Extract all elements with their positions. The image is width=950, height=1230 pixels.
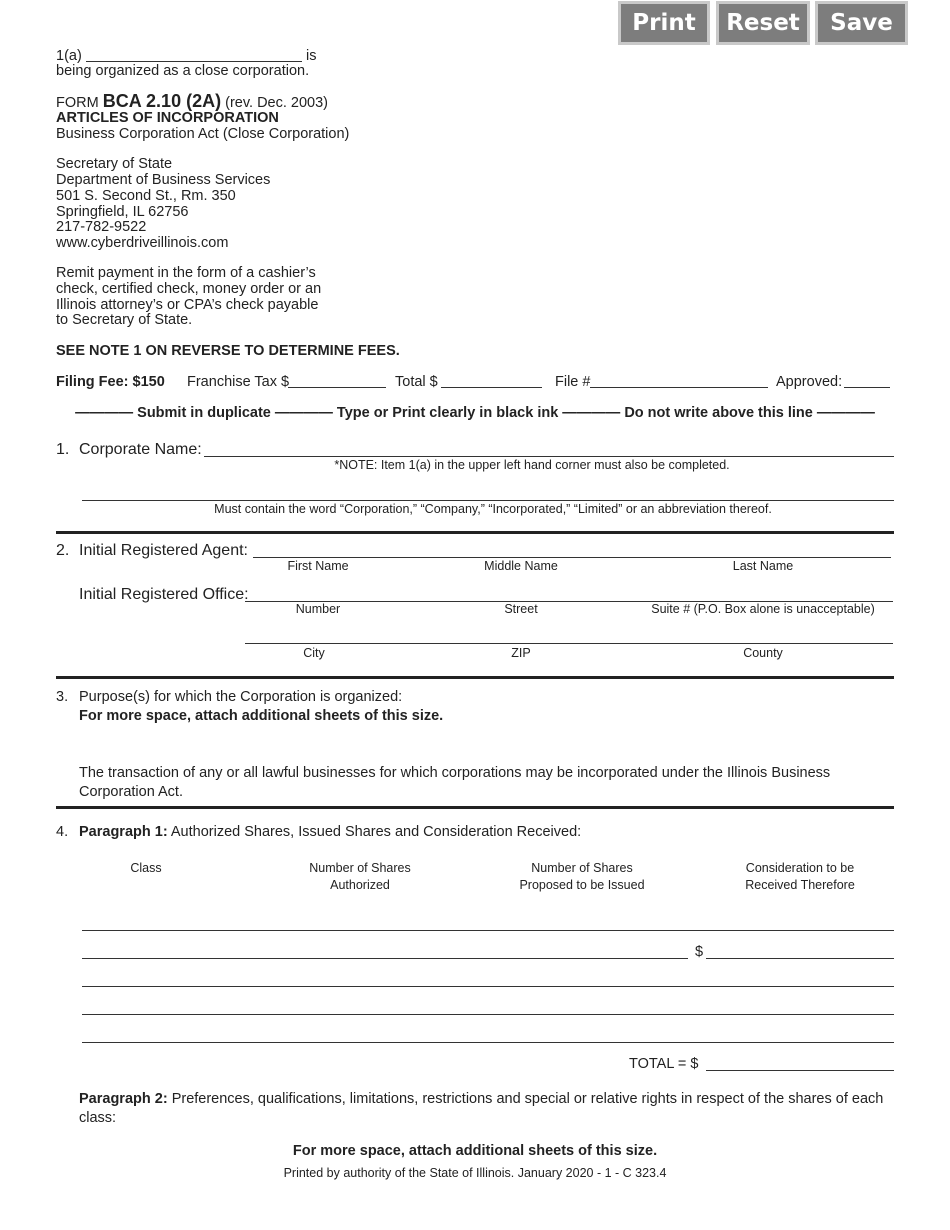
shares-row-4[interactable] [82,1014,894,1015]
zip-caption: ZIP [511,646,531,660]
remit-line-1: Remit payment in the form of a cashier’s [56,265,316,281]
section-divider-1 [56,531,894,534]
suite-caption: Suite # (P.O. Box alone is unacceptable) [651,602,875,616]
corporate-name-requirement: Must contain the word “Corporation,” “Company,” “Incorporated,” “Limited” or an abbreviation thereof. [214,502,772,516]
print-button[interactable]: Print [618,1,710,45]
office-line-4: Springfield, IL 62756 [56,204,189,220]
item-1a-label: 1(a) [56,48,82,64]
col-issued-2: Proposed to be Issued [519,878,645,892]
col-authorized-1: Number of Shares [309,861,411,875]
office-line-6: www.cyberdriveillinois.com [56,235,229,251]
total-fee-label: Total $ [395,374,438,390]
item-1a-input[interactable] [86,61,302,62]
footer-space-note: For more space, attach additional sheets of this size. [292,1143,658,1159]
form-number: BCA 2.10 (2A) [102,91,222,111]
corporate-name-input-line-2[interactable] [82,500,894,501]
section-2-number: 2. [56,542,70,559]
remit-line-4: to Secretary of State. [56,312,193,328]
note-1: SEE NOTE 1 ON REVERSE TO DETERMINE FEES. [56,343,400,359]
office-line-5: 217-782-9522 [56,219,147,235]
paragraph-2-label: Paragraph 2: [79,1091,168,1107]
middle-name-caption: Middle Name [484,559,558,573]
purpose-text: The transaction of any or all lawful businesses for which corporations may be incorporated under the Illinois Business Corporation Act. [79,765,831,800]
section-1-number: 1. [56,441,70,458]
section-divider-3 [56,806,894,809]
registered-office-input-line-2[interactable] [245,643,893,644]
registered-agent-label: Initial Registered Agent: [79,542,248,559]
registered-office-label: Initial Registered Office: [79,586,249,603]
office-line-1: Secretary of State [56,156,173,172]
last-name-caption: Last Name [732,559,794,573]
shares-row-1[interactable] [82,930,894,931]
number-caption: Number [295,602,341,616]
col-consideration-1: Consideration to be [745,861,855,875]
shares-row-2[interactable] [82,958,688,959]
first-name-caption: First Name [287,559,349,573]
form-subtitle: Business Corporation Act (Close Corporation) [56,126,350,142]
county-caption: County [743,646,783,660]
approved-label: Approved: [776,374,843,390]
remit-line-3: Illinois attorney’s or CPA’s check payable [56,297,319,313]
item-1a-is: is [306,48,317,64]
corporate-name-label: Corporate Name: [79,441,202,458]
registered-agent-input[interactable] [253,557,891,558]
franchise-tax-input[interactable] [288,387,386,388]
remit-line-2: check, certified check, money order or an [56,281,322,297]
paragraph-2 [79,1090,895,1128]
col-issued-1: Number of Shares [531,861,633,875]
col-class: Class [130,861,162,875]
purpose-label: Purpose(s) for which the Corporation is organized: [79,689,403,705]
purpose-space-note: For more space, attach additional sheets of this size. [79,708,444,724]
item-1a-tail: being organized as a close corporation. [56,63,310,79]
franchise-tax-label: Franchise Tax $ [187,374,290,390]
col-authorized-2: Authorized [330,878,390,892]
form-prefix: FORM [56,95,99,111]
section-divider-2 [56,676,894,679]
street-caption: Street [504,602,538,616]
submit-banner: ———— Submit in duplicate ———— Type or Print clearly in black ink ———— Do not write above this line ———— [75,405,875,421]
paragraph-1-text: Authorized Shares, Issued Shares and Consideration Received: [170,824,582,840]
file-number-input[interactable] [590,387,768,388]
office-line-3: 501 S. Second St., Rm. 350 [56,188,236,204]
corporate-name-input[interactable] [204,456,894,457]
printed-by: Printed by authority of the State of Illinois. January 2020 - 1 - C 323.4 [283,1166,667,1180]
shares-row-3[interactable] [82,986,894,987]
paragraph-2-text: Preferences, qualifications, limitations, restrictions and special or relative rights in respect of the shares of each class: [79,1091,884,1126]
section-3-number: 3. [56,689,69,705]
total-fee-input[interactable] [441,387,542,388]
total-input[interactable] [706,1070,894,1071]
reset-button[interactable]: Reset [716,1,810,45]
col-consideration-2: Received Therefore [745,878,855,892]
shares-row-5[interactable] [82,1042,894,1043]
consideration-input[interactable] [706,958,894,959]
file-number-label: File # [555,374,591,390]
section-4-number: 4. [56,824,69,840]
approved-input[interactable] [844,387,890,388]
paragraph-1-heading [79,824,581,840]
total-label: TOTAL = $ [629,1056,699,1072]
paragraph-1-label: Paragraph 1: [79,824,168,840]
consideration-dollar: $ [695,944,704,960]
save-button[interactable]: Save [815,1,908,45]
filing-fee: Filing Fee: $150 [56,374,165,390]
office-line-2: Department of Business Services [56,172,271,188]
form-title: ARTICLES OF INCORPORATION [56,110,279,126]
corporate-name-note: *NOTE: Item 1(a) in the upper left hand corner must also be completed. [334,458,730,472]
city-caption: City [303,646,325,660]
form-rev: (rev. Dec. 2003) [225,95,329,111]
